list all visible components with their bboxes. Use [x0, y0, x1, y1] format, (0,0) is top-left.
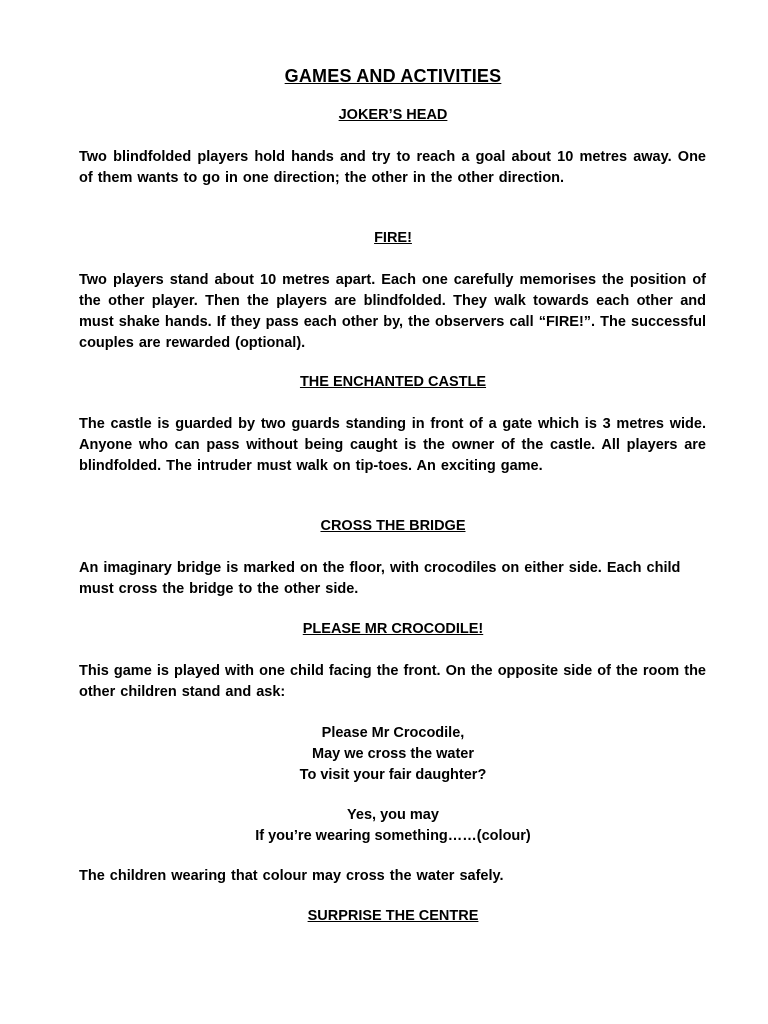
- document-title: GAMES AND ACTIVITIES: [284, 66, 502, 86]
- verse-line: Yes, you may: [347, 807, 439, 823]
- verse-line: If you’re wearing something……(colour): [255, 828, 531, 844]
- section-heading-fire: FIRE!: [374, 230, 412, 246]
- section-closing-please-mr-crocodile: The children wearing that colour may cross the water safely.: [79, 868, 504, 884]
- section-heading-please-mr-crocodile: PLEASE MR CROCODILE!: [302, 621, 484, 637]
- section-paragraph-enchanted-castle: The castle is guarded by two guards standing in front of a gate which is 3 metres wide. Anyone who can pass without being caught is the owner of the castle. All players are blindfolded. The intruder must walk on tip-toes. An exciting game.: [79, 416, 706, 474]
- section-paragraph-please-mr-crocodile: This game is played with one child facing the front. On the opposite side of the room the other children stand and ask:: [79, 663, 706, 700]
- verse-line: May we cross the water: [312, 746, 474, 762]
- section-paragraph-jokers-head: Two blindfolded players hold hands and try to reach a goal about 10 metres away. One of them wants to go in one direction; the other in the other direction.: [79, 149, 706, 186]
- section-heading-cross-the-bridge: CROSS THE BRIDGE: [320, 518, 466, 534]
- verse-line: To visit your fair daughter?: [299, 767, 487, 783]
- section-heading-surprise-the-centre: SURPRISE THE CENTRE: [307, 908, 479, 924]
- verse-answer: [0, 805, 768, 847]
- verse-line: Please Mr Crocodile,: [321, 725, 465, 741]
- section-paragraph-cross-the-bridge: An imaginary bridge is marked on the floor, with crocodiles on either side. Each child must cross the bridge to the other side.: [79, 560, 681, 597]
- verse-question: [0, 723, 768, 786]
- section-heading-enchanted-castle: THE ENCHANTED CASTLE: [299, 374, 487, 390]
- section-heading-jokers-head: JOKER’S HEAD: [338, 107, 448, 123]
- section-paragraph-fire: Two players stand about 10 metres apart. Each one carefully memorises the position of the other player. Then the players are blindfolded. They walk towards each other and must shake hands. If they pass each other by, the observers call “FIRE!”. The successful couples are rewarded (optional).: [79, 272, 706, 351]
